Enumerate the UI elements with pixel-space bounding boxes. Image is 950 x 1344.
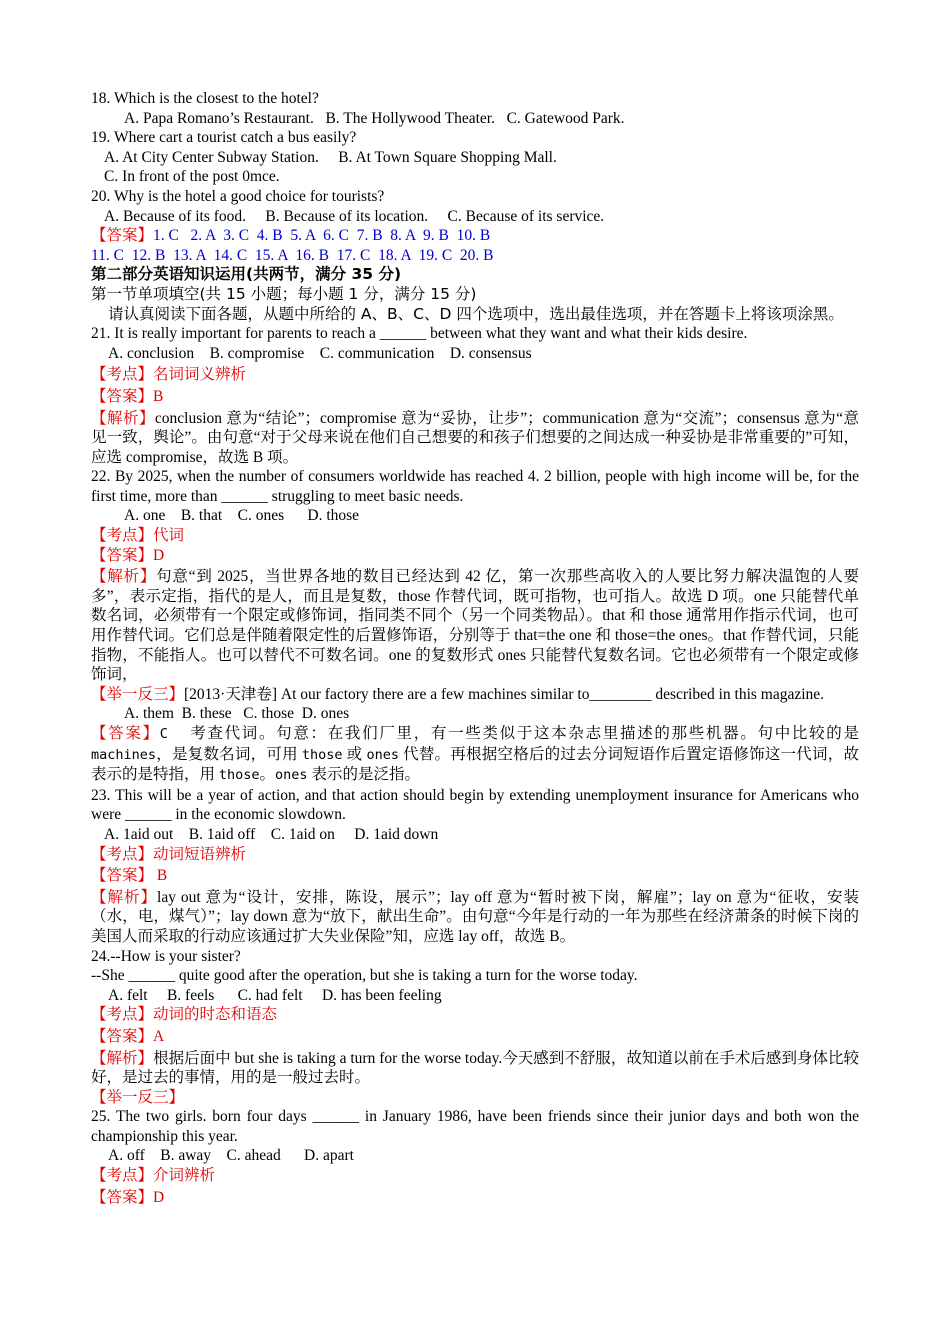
q22-analysis: 【解析】句意“到 2025，当世界各地的数目已经达到 42 亿，第一次那些高收入的人要比努力解决温饱的人要多”，表示定指，指代的是人，而且是复数，those 作替代词，既可指物，也可指人。故选 D 项。one 只能替代单数名词，必须带有一个限定或修饰词，指同类不同个（另一个同类物品）。that 和 those 通常用作指示代词，也可用作替代词。它们总是伴随着限定性的后置修饰语，分别等于 that=the one 和 those=the ones。that 作替代词，只能指物，不能指人。也可以替代不可数名词。one 的复数形式 ones 只能替代复数名词。它也必须带有一个限定或修饰词， bbox=[91, 568, 859, 684]
question-25-options: A. off B. away C. ahead D. apart bbox=[108, 1147, 354, 1165]
question-21: 21. It is really important for parents to reach a ______ between what they want and what their kids desire. bbox=[91, 325, 748, 343]
q23-analysis: 【解析】lay out 意为“设计，安排，陈设，展示”；lay off 意为“暂时被下岗，解雇”；lay on 意为“征收，安装（水，电，煤气）”；lay down 意为“放下，献出生命”。由句意“今年是行动的一年为那些在经济萧条的时候下岗的美国人而采取的行动应该通过扩大失业保险”知，应选 lay off，故选 B。 bbox=[91, 888, 859, 945]
q22-kaodian: 【考点】代词 bbox=[91, 527, 185, 545]
answer-key-tag: 【答案】 bbox=[91, 227, 154, 245]
q23-kaodian: 【考点】动词短语辨析 bbox=[91, 845, 247, 863]
q22-juyi-options: A. them B. these C. those D. ones bbox=[124, 705, 350, 723]
section-instruction: 请认真阅读下面各题，从题中所给的 A、B、C、D 四个选项中，选出最佳选项，并在答题卡上将该项涂黑。 bbox=[108, 304, 844, 323]
question-19-options-ab: A. At City Center Subway Station. B. At Town Square Shopping Mall. bbox=[104, 148, 557, 166]
answer-key-line-2: 11. C 12. B 13. A 14. C 15. A 16. B 17. C 18. A 19. C 20. B bbox=[91, 246, 494, 264]
question-24-options: A. felt B. feels C. had felt D. has been feeling bbox=[108, 986, 442, 1004]
question-18-options: A. Papa Romano’s Restaurant. B. The Hollywood Theater. C. Gatewood Park. bbox=[124, 109, 625, 127]
question-24-reply: --She ______ quite good after the operation, but she is taking a turn for the worse today. bbox=[91, 967, 638, 985]
q22-juyi-answer: 【答案】C 考查代词。句意：在我们厂里，有一些类似于这本杂志里描述的那些机器。句中比较的是machines，是复数名词，可用 those 或 ones 代替。再根据空格后的过去分词短语作后置定语修饰这一代词，故表示的是特指，用 those。ones 表示的是泛指。 bbox=[91, 725, 859, 784]
q24-kaodian: 【考点】动词的时态和语态 bbox=[91, 1006, 278, 1024]
question-22-options: A. one B. that C. ones D. those bbox=[124, 507, 360, 525]
question-19-option-c: C. In front of the post 0mce. bbox=[104, 168, 280, 186]
question-20-options: A. Because of its food. B. Because of its location. C. Because of its service. bbox=[104, 207, 605, 225]
section-subtitle: 第一节单项填空(共 15 小题；每小题 1 分，满分 15 分) bbox=[91, 284, 477, 303]
question-25: 25. The two girls. born four days ______ in January 1986, have been friends since their junior days and both won the championship this year. bbox=[91, 1108, 859, 1145]
q22-juyi: 【举一反三】[2013·天津卷] At our factory there are a few machines similar to________ described in this magazine. bbox=[91, 685, 825, 703]
q21-analysis: 【解析】conclusion 意为“结论”；compromise 意为“妥协，让步”；communication 意为“交流”；consensus 意为“意见一致，舆论”。由句意“对于父母来说在他们自己想要的和孩子们想要的之间达成一种妥协是非常重要的”可知，应选 compromise，故选 B 项。 bbox=[91, 409, 859, 466]
q24-juyi: 【举一反三】 bbox=[91, 1088, 185, 1106]
q21-kaodian: 【考点】名词词义辨析 bbox=[91, 366, 247, 384]
q25-answer: 【答案】D bbox=[91, 1188, 165, 1206]
q24-answer: 【答案】A bbox=[91, 1027, 165, 1045]
question-23-options: A. 1aid out B. 1aid off C. 1aid on D. 1aid down bbox=[104, 825, 439, 843]
question-18: 18. Which is the closest to the hotel? bbox=[91, 90, 319, 107]
q23-answer: 【答案】 B bbox=[91, 867, 168, 885]
question-19: 19. Where cart a tourist catch a bus easily? bbox=[91, 129, 357, 147]
exam-page bbox=[91, 89, 859, 1207]
answer-key-line-1 bbox=[91, 226, 859, 246]
question-21-options: A. conclusion B. compromise C. communication D. consensus bbox=[108, 344, 532, 362]
question-24: 24.--How is your sister? bbox=[91, 947, 241, 965]
question-22: 22. By 2025, when the number of consumers worldwide has reached 4. 2 billion, people with high income will be, for the first time, more than ______ struggling to meet basic needs. bbox=[91, 468, 859, 505]
q24-analysis: 【解析】根据后面中 but she is taking a turn for the worse today.今天感到不舒服，故知道以前在手术后感到身体比较好，是过去的事情，用的是一般过去时。 bbox=[91, 1049, 859, 1087]
q22-answer: 【答案】D bbox=[91, 546, 165, 564]
question-20: 20. Why is the hotel a good choice for tourists? bbox=[91, 187, 385, 205]
section-title: 第二部分英语知识运用(共两节，满分 35 分) bbox=[91, 265, 402, 284]
question-23: 23. This will be a year of action, and that action should begin by extending unemployment insurance for Americans who were ______ in the economic slowdown. bbox=[91, 786, 859, 824]
q21-answer: 【答案】B bbox=[91, 387, 164, 405]
answer-key-values-1: 1. C 2. A 3. C 4. B 5. A 6. C 7. B 8. A 9. B 10. B bbox=[153, 227, 491, 245]
q25-kaodian: 【考点】介词辨析 bbox=[91, 1167, 216, 1185]
